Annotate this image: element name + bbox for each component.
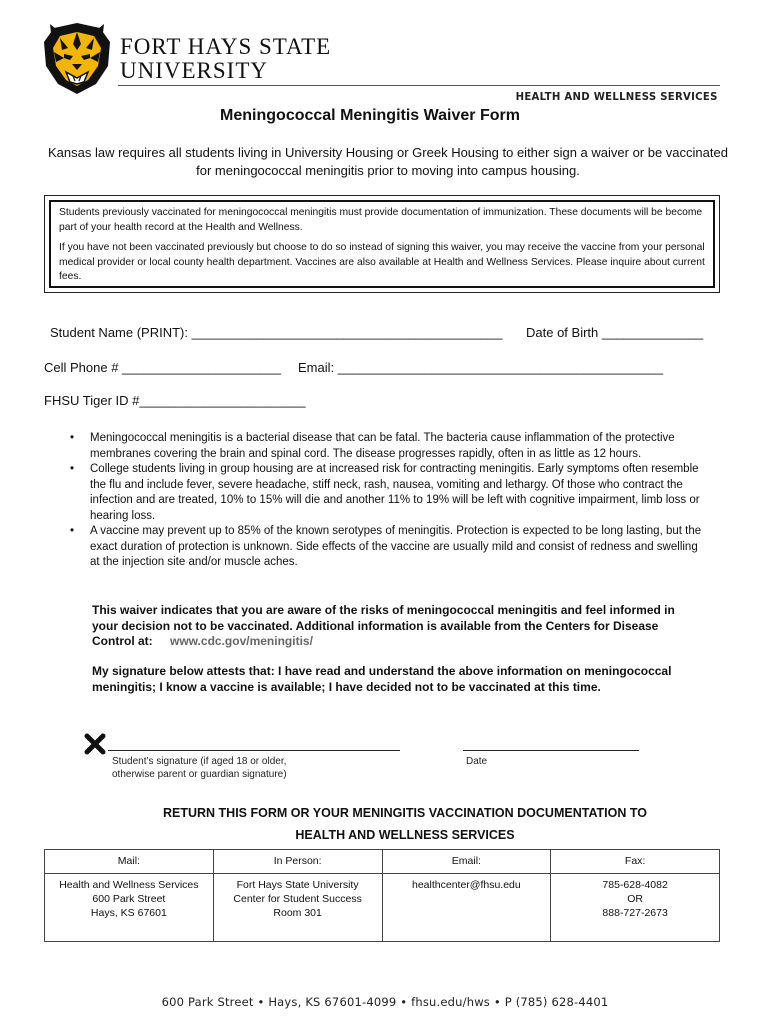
date-of-birth-field[interactable]: Date of Birth ______________ <box>526 325 704 340</box>
contact-table <box>44 849 720 942</box>
contact-table-header-row <box>45 850 720 874</box>
tiger-logo-icon <box>40 20 114 96</box>
fax-line: 785-628-4082 <box>602 879 668 891</box>
in-person-header: In Person: <box>213 850 382 874</box>
signature-caption-line1: Student’s signature (if aged 18 or older, <box>112 756 287 767</box>
email-cell <box>382 874 551 942</box>
cell-phone-field[interactable]: Cell Phone # ______________________ <box>44 360 282 375</box>
x-mark-icon <box>84 733 106 755</box>
return-instructions <box>80 802 730 846</box>
mail-line: 600 Park Street <box>92 893 166 905</box>
mail-line: Health and Wellness Services <box>59 879 199 891</box>
department-label: HEALTH AND WELLNESS SERVICES <box>515 90 718 103</box>
in-person-line: Fort Hays State University <box>236 879 359 891</box>
signature-caption <box>112 755 287 781</box>
signature-line[interactable] <box>108 750 400 751</box>
mail-header: Mail: <box>45 850 214 874</box>
form-title: Meningococcal Meningitis Waiver Form <box>220 107 520 124</box>
form-intro: Kansas law requires all students living in University Housing or Greek Housing to either sign a waiver or be vaccinated for meningococcal meningitis prior to moving into campus housing. <box>48 145 728 178</box>
in-person-line: Room 301 <box>273 907 322 919</box>
bullet-item: • A vaccine may prevent up to 85% of the known serotypes of meningitis. Protection is expected to be long lasting, but the exact duration of protection is unknown. Side effects of the vaccine are usually mild and consist of redness and swelling at the injection site and/or muscle aches. <box>70 524 710 571</box>
university-name-line1: FORT HAYS STATE <box>120 34 332 59</box>
university-name-line2: UNIVERSITY <box>120 58 268 83</box>
in-person-line: Center for Student Success <box>233 893 362 905</box>
tiger-id-field[interactable]: FHSU Tiger ID #_______________________ <box>44 393 306 408</box>
mail-line: Hays, KS 67601 <box>90 907 167 919</box>
cdc-link[interactable]: www.cdc.gov/meningitis/ <box>170 634 313 648</box>
date-caption: Date <box>466 756 488 767</box>
email-address[interactable]: healthcenter@fhsu.edu <box>412 879 521 891</box>
waiver-statement-text: This waiver indicates that you are aware of the risks of meningococcal meningitis and feel informed in your decision not to be vaccinated. Additional information is available from the Centers for Disease Control at: <box>92 603 675 648</box>
fax-cell <box>551 874 720 942</box>
notice-box <box>44 195 720 293</box>
waiver-statement <box>92 603 702 650</box>
date-line[interactable] <box>463 750 639 751</box>
email-header: Email: <box>382 850 551 874</box>
fax-line: 888-727-2673 <box>602 907 668 919</box>
mail-address-cell <box>45 874 214 942</box>
attestation-statement: My signature below attests that: I have read and understand the above information on meningococcal meningitis; I know a vaccine is available; I have decided not to be vaccinated at this time. <box>92 664 672 694</box>
notice-paragraph-unvaccinated: If you have not been vaccinated previously but choose to do so instead of signing this waiver, you may receive the vaccine from your personal medical provider or local county health department. Vaccines are also available at Health and Wellness Services. Please inquire about current fees. <box>59 242 705 283</box>
notice-box-inner <box>49 200 715 288</box>
in-person-cell <box>213 874 382 942</box>
student-name-field[interactable]: Student Name (PRINT): ___________________________________________ <box>50 325 503 340</box>
contact-table-body-row <box>45 874 720 942</box>
bullet-item: • College students living in group housing are at increased risk for contracting meningitis. Early symptoms often resemble the flu and include fever, severe headache, stiff neck, rash, nausea, vomiting and lethargy. Of those who contract the infection and are treated, 10% to 15% will die and another 11% to 19% will be left with cognitive impairment, limb loss or hearing loss. <box>70 462 710 524</box>
fax-line: OR <box>627 893 643 905</box>
bullet-item: • Meningococcal meningitis is a bacterial disease that can be fatal. The bacteria cause inflammation of the protective membranes covering the brain and spinal cord. The disease progresses rapidly, often in as little as 12 hours. <box>70 431 710 462</box>
notice-paragraph-vaccinated: Students previously vaccinated for meningococcal meningitis must provide documentation of immunization. These documents will be become part of your health record at the Health and Wellness. <box>59 207 703 233</box>
return-line2: HEALTH AND WELLNESS SERVICES <box>295 828 515 842</box>
signature-caption-line2: otherwise parent or guardian signature) <box>112 769 287 780</box>
footer-contact: 600 Park Street • Hays, KS 67601-4099 • fhsu.edu/hws • P (785) 628-4401 <box>161 995 609 1009</box>
info-bullet-list <box>70 431 710 571</box>
email-field[interactable]: Email: _____________________________________________ <box>298 360 664 375</box>
fax-header: Fax: <box>551 850 720 874</box>
return-line1: RETURN THIS FORM OR YOUR MENINGITIS VACCINATION DOCUMENTATION TO <box>162 806 648 820</box>
header-rule <box>118 85 720 86</box>
